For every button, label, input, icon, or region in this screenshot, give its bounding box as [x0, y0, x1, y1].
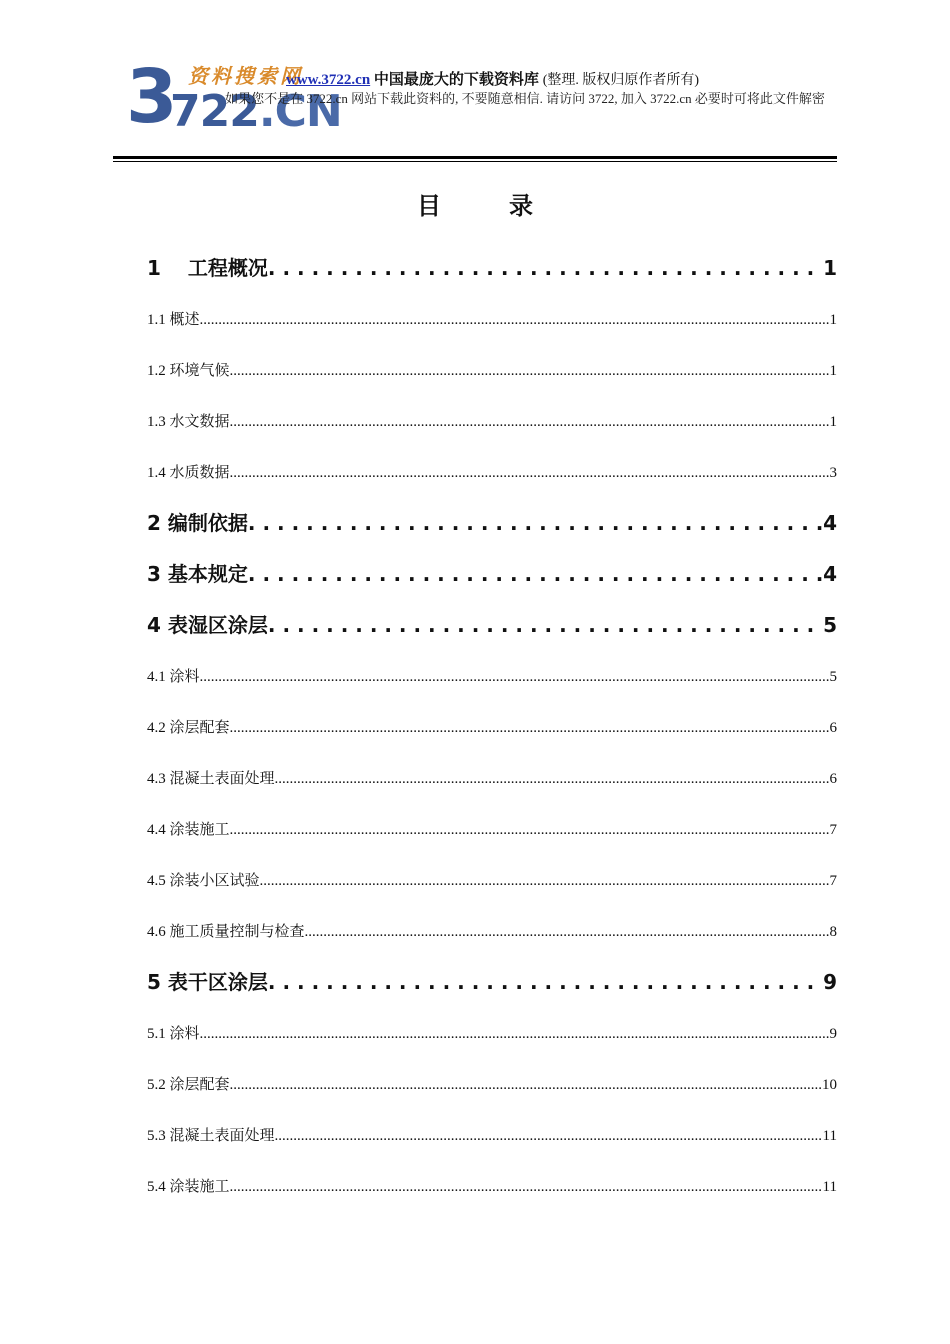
toc-chapter-entry[interactable]: [147, 609, 837, 638]
toc-title: 目录: [417, 192, 601, 220]
toc-dot-leader: [230, 414, 830, 431]
toc-entry-label: 2 编制依据: [147, 511, 248, 535]
toc-dot-leader: [268, 256, 823, 280]
toc-dot-leader: [200, 669, 830, 686]
toc-entry-label: 5 表干区涂层: [147, 970, 268, 994]
toc-entry-label: 5.3 混凝土表面处理: [147, 1128, 275, 1144]
toc-dot-leader: [230, 1077, 822, 1094]
toc-dot-leader: [230, 363, 830, 380]
toc-section-entry[interactable]: [147, 461, 837, 482]
toc-page-number: 3: [829, 465, 837, 481]
toc-section-entry[interactable]: [147, 1022, 837, 1043]
toc-entry-label: 4.2 涂层配套: [147, 720, 230, 736]
toc-entry-label: 1.3 水文数据: [147, 414, 230, 430]
header-rule-thick: [113, 156, 837, 159]
site-link[interactable]: www.3722.cn: [286, 72, 371, 88]
toc-entry-label: 4.6 施工质量控制与检查: [147, 924, 305, 940]
toc-section-entry[interactable]: [147, 1175, 837, 1196]
toc-dot-leader: [230, 822, 830, 839]
toc-page-number: 6: [829, 720, 837, 736]
toc-dot-leader: [305, 924, 830, 941]
toc-entry-label: 4.1 涂料: [147, 669, 200, 685]
download-notice: 如果您不是在 3722.cn 网站下载此资料的, 不要随意相信. 请访问 3722, 加入 3722.cn 必要时可将此文件解密: [225, 91, 825, 106]
rights-note: (整理. 版权归原作者所有): [542, 73, 700, 88]
toc-dot-leader: [248, 562, 823, 586]
toc-dot-leader: [275, 1128, 823, 1145]
toc-page-number: 9: [823, 970, 837, 994]
toc-page-number: 4: [823, 511, 837, 535]
toc-section-entry[interactable]: [147, 767, 837, 788]
toc-entry-label: 5.2 涂层配套: [147, 1077, 230, 1093]
toc-entry-label: 4 表湿区涂层: [147, 613, 268, 637]
toc-page-number: 7: [829, 873, 837, 889]
toc-chapter-entry[interactable]: [147, 507, 837, 536]
toc-page-number: 1: [829, 414, 837, 430]
toc-entry-label: 1 工程概况: [147, 256, 268, 280]
toc-page-number: 1: [829, 312, 837, 328]
toc-page-number: 1: [829, 363, 837, 379]
toc-entry-label: 5.4 涂装施工: [147, 1179, 230, 1195]
page-header: [0, 0, 950, 160]
toc-page-number: 5: [823, 613, 837, 637]
toc-entry-label: 5.1 涂料: [147, 1026, 200, 1042]
toc-entry-label: 1.4 水质数据: [147, 465, 230, 481]
toc-dot-leader: [268, 970, 823, 994]
site-tagline: 中国最庞大的下载资料库: [373, 70, 539, 88]
toc-dot-leader: [200, 312, 830, 329]
toc-dot-leader: [275, 771, 830, 788]
toc-entry-label: 4.4 涂装施工: [147, 822, 230, 838]
toc-section-entry[interactable]: [147, 308, 837, 329]
toc-entry-label: 4.3 混凝土表面处理: [147, 771, 275, 787]
toc-page-number: 9: [829, 1026, 837, 1042]
toc-dot-leader: [230, 465, 830, 482]
toc-chapter-entry[interactable]: [147, 966, 837, 995]
toc-page-number: 4: [823, 562, 837, 586]
toc-section-entry[interactable]: [147, 818, 837, 839]
logo-digits: 722: [170, 86, 259, 137]
toc-page-number: 1: [823, 256, 837, 280]
toc-section-entry[interactable]: [147, 1124, 837, 1145]
toc-chapter-entry[interactable]: [147, 252, 837, 281]
toc-page-number: 7: [829, 822, 837, 838]
toc-entry-label: 1.2 环境气候: [147, 363, 230, 379]
toc-section-entry[interactable]: [147, 359, 837, 380]
toc-chapter-entry[interactable]: [147, 558, 837, 587]
toc-section-entry[interactable]: [147, 716, 837, 737]
toc-page-number: 11: [822, 1179, 837, 1195]
toc-section-entry[interactable]: [147, 1073, 837, 1094]
toc-section-entry[interactable]: [147, 869, 837, 890]
toc-dot-leader: [248, 511, 823, 535]
toc-page-number: 11: [822, 1128, 837, 1144]
toc-page-number: 5: [829, 669, 837, 685]
toc-section-entry[interactable]: [147, 665, 837, 686]
toc-dot-leader: [230, 1179, 823, 1196]
header-rule-thin: [113, 161, 837, 162]
toc-section-entry[interactable]: [147, 920, 837, 941]
toc-entry-label: 1.1 概述: [147, 312, 200, 328]
toc-page-number: 6: [829, 771, 837, 787]
logo-chinese-text: 资料搜索网: [188, 64, 303, 88]
toc-dot-leader: [230, 720, 830, 737]
header-tagline-row: [286, 70, 846, 90]
toc-page-number: 8: [829, 924, 837, 940]
toc-dot-leader: [200, 1026, 830, 1043]
toc-dot-leader: [260, 873, 830, 890]
toc-page-number: 10: [822, 1077, 837, 1093]
toc-section-entry[interactable]: [147, 410, 837, 431]
logo-suffix: .CN: [258, 86, 342, 137]
toc-entry-label: 4.5 涂装小区试验: [147, 873, 260, 889]
toc-entry-label: 3 基本规定: [147, 562, 248, 586]
toc-dot-leader: [268, 613, 823, 637]
logo-number: 3: [126, 54, 178, 140]
